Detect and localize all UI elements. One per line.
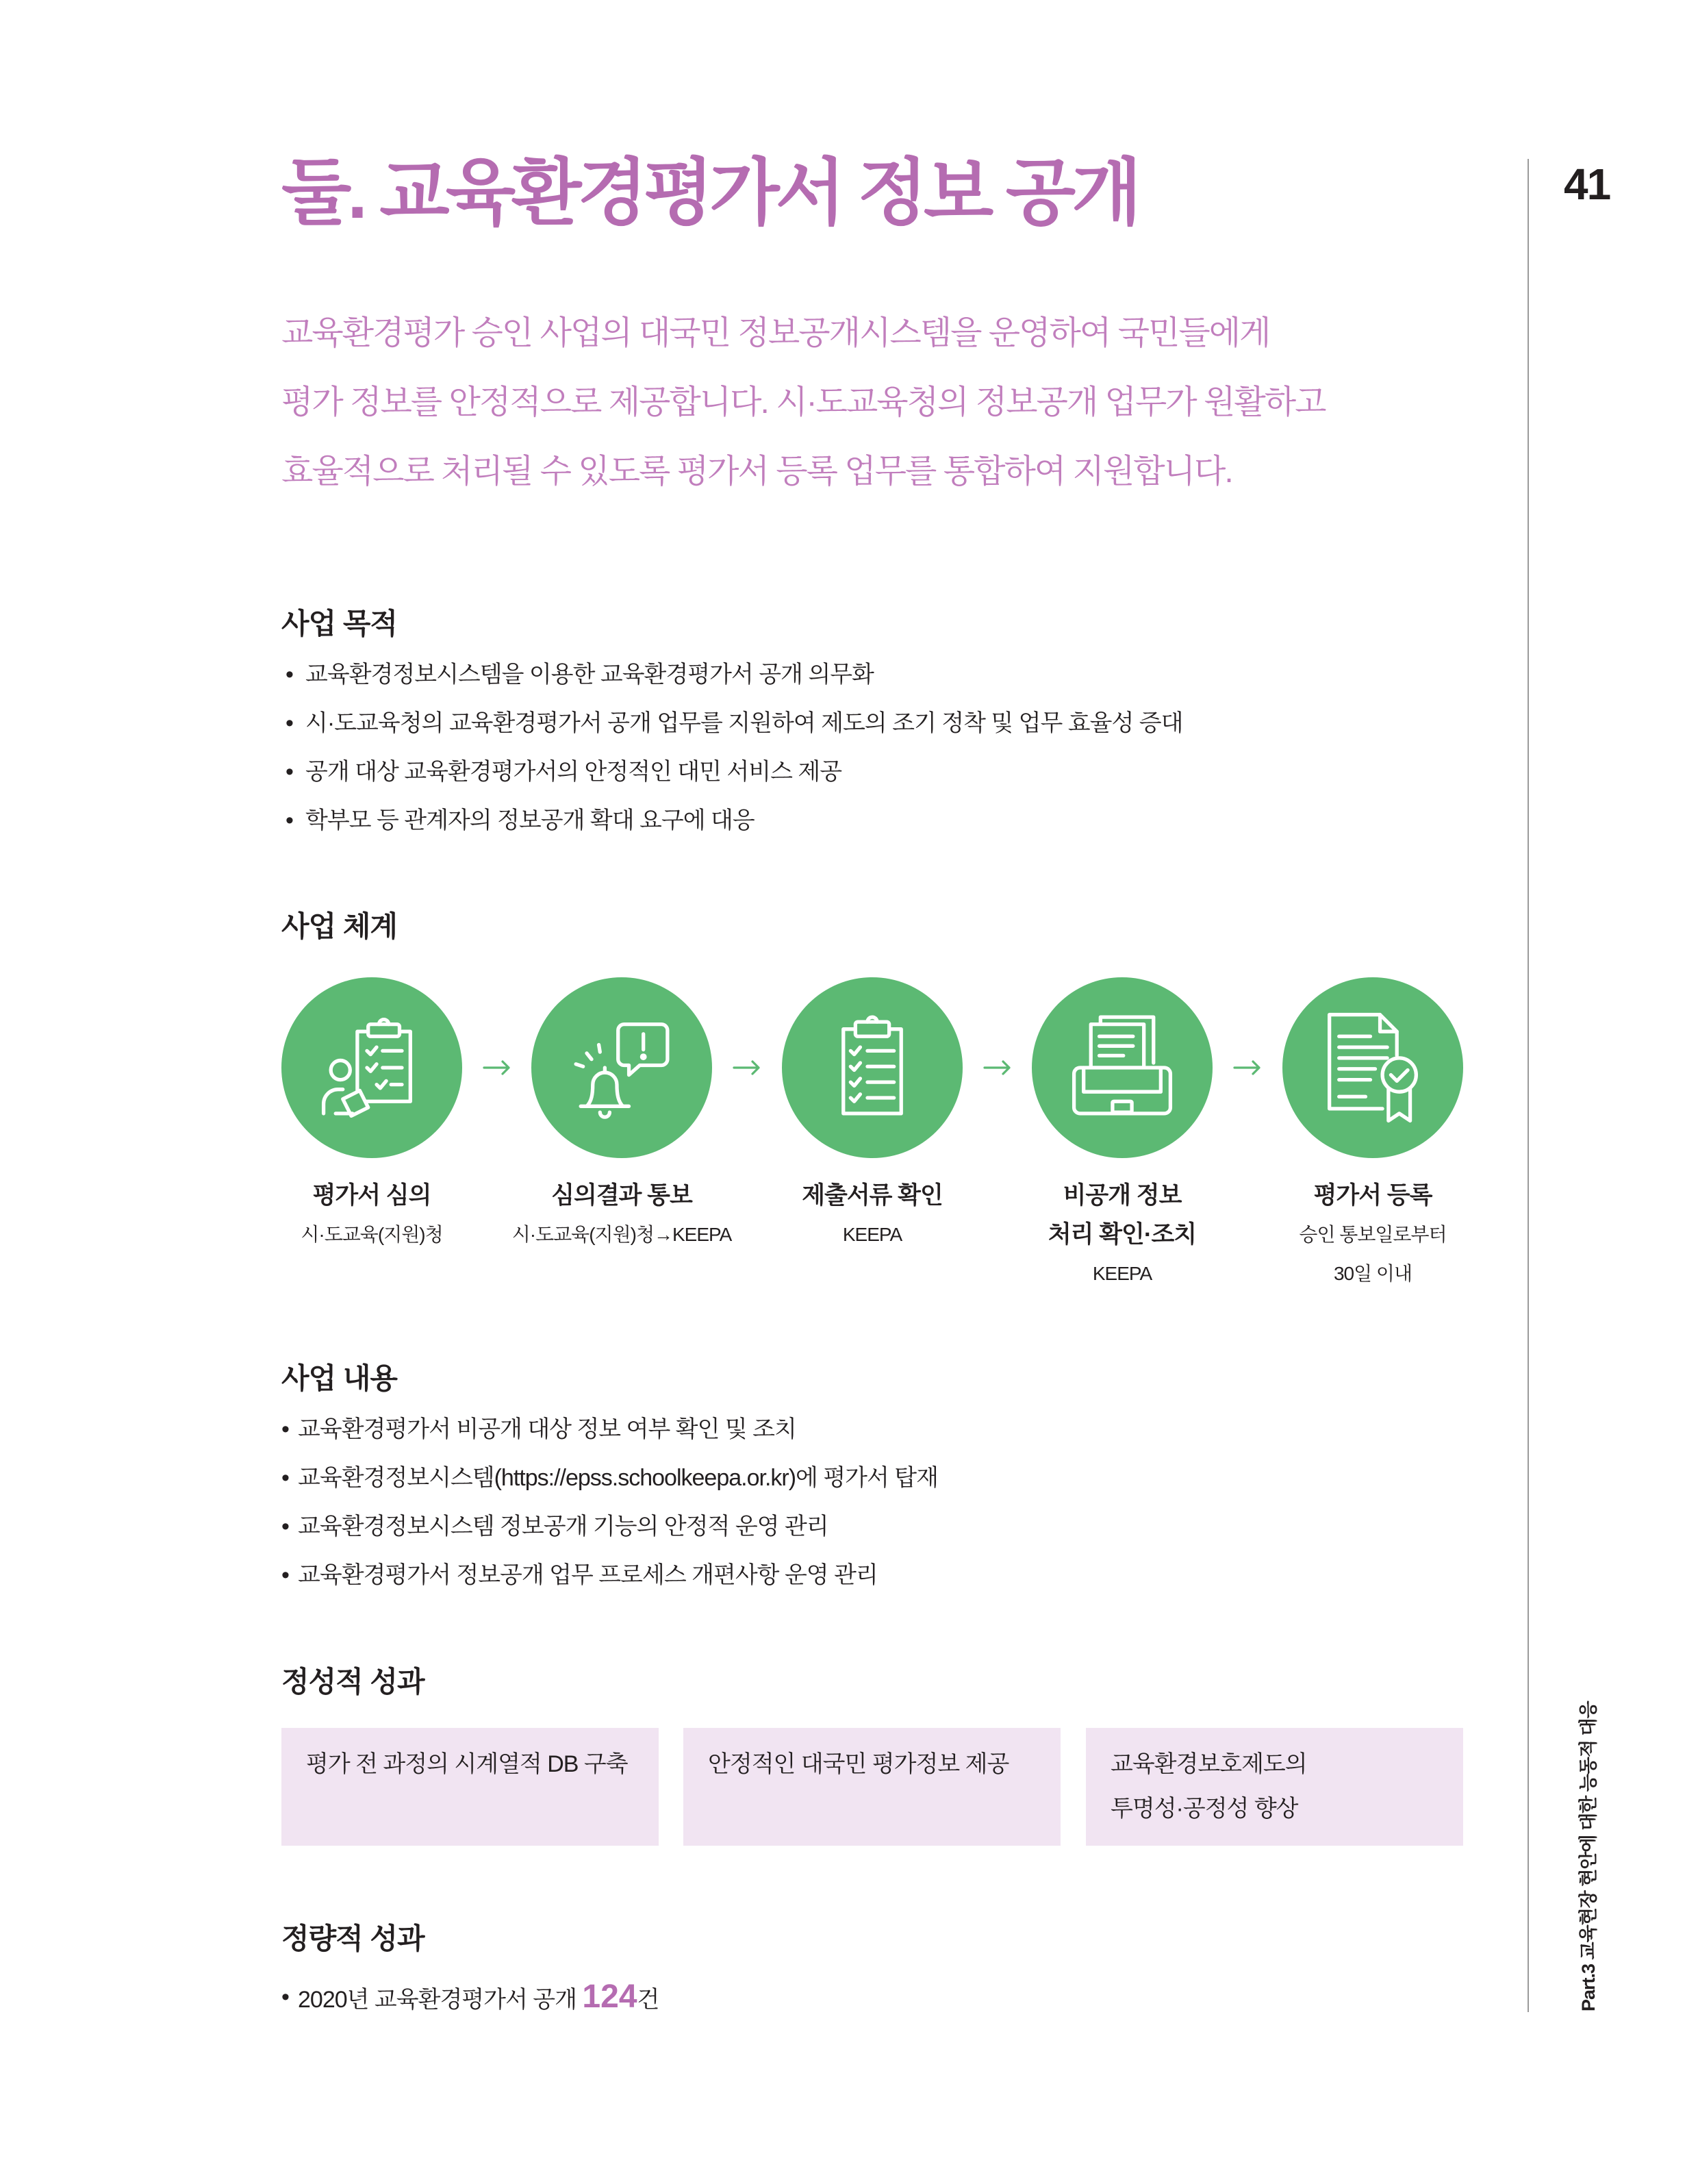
- step-title: 심의결과 통보: [551, 1182, 692, 1209]
- outcome-text: 교육환경보호제도의: [1111, 1751, 1307, 1777]
- qualitative-heading: 정성적 성과: [281, 1666, 424, 1698]
- arrow-right-icon: [1232, 1058, 1263, 1077]
- content-list: [281, 1405, 938, 1600]
- step-3-circle: [782, 977, 963, 1158]
- outcome-box: [1086, 1728, 1463, 1846]
- list-item: • 학부모 등 관계자의 정보공개 확대 요구에 대응: [281, 796, 1182, 845]
- step-1-label: [249, 1176, 495, 1254]
- list-item: • 교육환경정보시스템(https://epss.schoolkeepa.or.kr)에 평가서 탑재: [281, 1454, 938, 1503]
- list-item: • 교육환경평가서 비공개 대상 정보 여부 확인 및 조치: [281, 1405, 938, 1454]
- step-note: 승인 통보일로부터: [1299, 1224, 1447, 1245]
- step-owner: KEEPA: [1092, 1263, 1152, 1284]
- arrow-right-icon: [482, 1058, 512, 1077]
- step-title: 제출서류 확인: [802, 1182, 943, 1209]
- outcome-box: [281, 1728, 659, 1846]
- purpose-heading: 사업 목적: [281, 607, 397, 640]
- section-side-label: Part.3 교육현장 현안에 대한 능동적 대응: [1578, 1701, 1599, 2011]
- certificate-document-icon: [1313, 1007, 1433, 1128]
- clipboard-check-icon: [812, 1007, 933, 1128]
- bullet-dot: •: [281, 1984, 289, 2010]
- quantitative-item: [281, 1972, 659, 2024]
- outcome-text: 투명성·공정성 향상: [1111, 1796, 1298, 1822]
- notification-bell-icon: [561, 1007, 682, 1128]
- page-title: 둘. 교육환경평가서 정보 공개: [281, 153, 1138, 234]
- intro-line: 평가 정보를 안정적으로 제공합니다. 시·도교육청의 정보공개 업무가 원활하고: [281, 384, 1326, 421]
- intro-line: 교육환경평가 승인 사업의 대국민 정보공개시스템을 운영하여 국민들에게: [281, 315, 1270, 351]
- arrow-right-icon: [732, 1058, 762, 1077]
- step-owner: 시·도교육(지원)청→KEEPA: [511, 1224, 732, 1245]
- outcome-text: 안정적인 대국민 평가정보 제공: [708, 1751, 1009, 1777]
- margin-divider: [1528, 159, 1529, 2012]
- step-5-circle: [1282, 977, 1463, 1158]
- highlight-number: 124: [582, 1979, 637, 2015]
- intro-paragraph: [281, 299, 1325, 506]
- step-title: 평가서 심의: [312, 1182, 431, 1209]
- outcome-box: [683, 1728, 1061, 1846]
- content-heading: 사업 내용: [281, 1362, 397, 1394]
- page-number: 41: [1564, 160, 1610, 209]
- review-checklist-icon: [312, 1007, 432, 1128]
- quantitative-heading: 정량적 성과: [281, 1922, 424, 1955]
- list-item: • 교육환경평가서 정보공개 업무 프로세스 개편사항 운영 관리: [281, 1551, 938, 1600]
- list-item: • 시·도교육청의 교육환경평가서 공개 업무를 지원하여 제도의 조기 정착 및 업무 효율성 증대: [281, 699, 1182, 748]
- step-title: 평가서 등록: [1313, 1182, 1432, 1209]
- step-note: 30일 이내: [1333, 1263, 1412, 1284]
- step-2-label: [498, 1176, 745, 1254]
- list-item: • 공개 대상 교육환경평가서의 안정적인 대민 서비스 제공: [281, 748, 1182, 796]
- system-heading: 사업 체계: [281, 910, 397, 942]
- step-owner: 시·도교육(지원)청: [301, 1224, 443, 1245]
- step-title: 처리 확인·조치: [1048, 1221, 1197, 1248]
- step-4-label: [999, 1176, 1245, 1293]
- step-1-circle: [281, 977, 462, 1158]
- intro-line: 효율적으로 처리될 수 있도록 평가서 등록 업무를 통합하여 지원합니다.: [281, 453, 1232, 490]
- quantitative-suffix: 건: [637, 1987, 659, 2013]
- step-2-circle: [531, 977, 712, 1158]
- list-item: • 교육환경정보시스템 정보공개 기능의 안정적 운영 관리: [281, 1503, 938, 1551]
- arrow-right-icon: [983, 1058, 1013, 1077]
- list-item: • 교육환경정보시스템을 이용한 교육환경평가서 공개 의무화: [281, 651, 1182, 699]
- step-4-circle: [1032, 977, 1213, 1158]
- step-title: 비공개 정보: [1063, 1182, 1182, 1209]
- document-tray-icon: [1062, 1007, 1182, 1128]
- outcome-text: 평가 전 과정의 시계열적 DB 구축: [306, 1751, 628, 1777]
- step-owner: KEEPA: [842, 1224, 902, 1245]
- quantitative-prefix: 2020년 교육환경평가서 공개: [298, 1987, 583, 2013]
- step-5-label: [1250, 1176, 1496, 1293]
- step-3-label: [749, 1176, 996, 1254]
- purpose-list: [281, 651, 1182, 845]
